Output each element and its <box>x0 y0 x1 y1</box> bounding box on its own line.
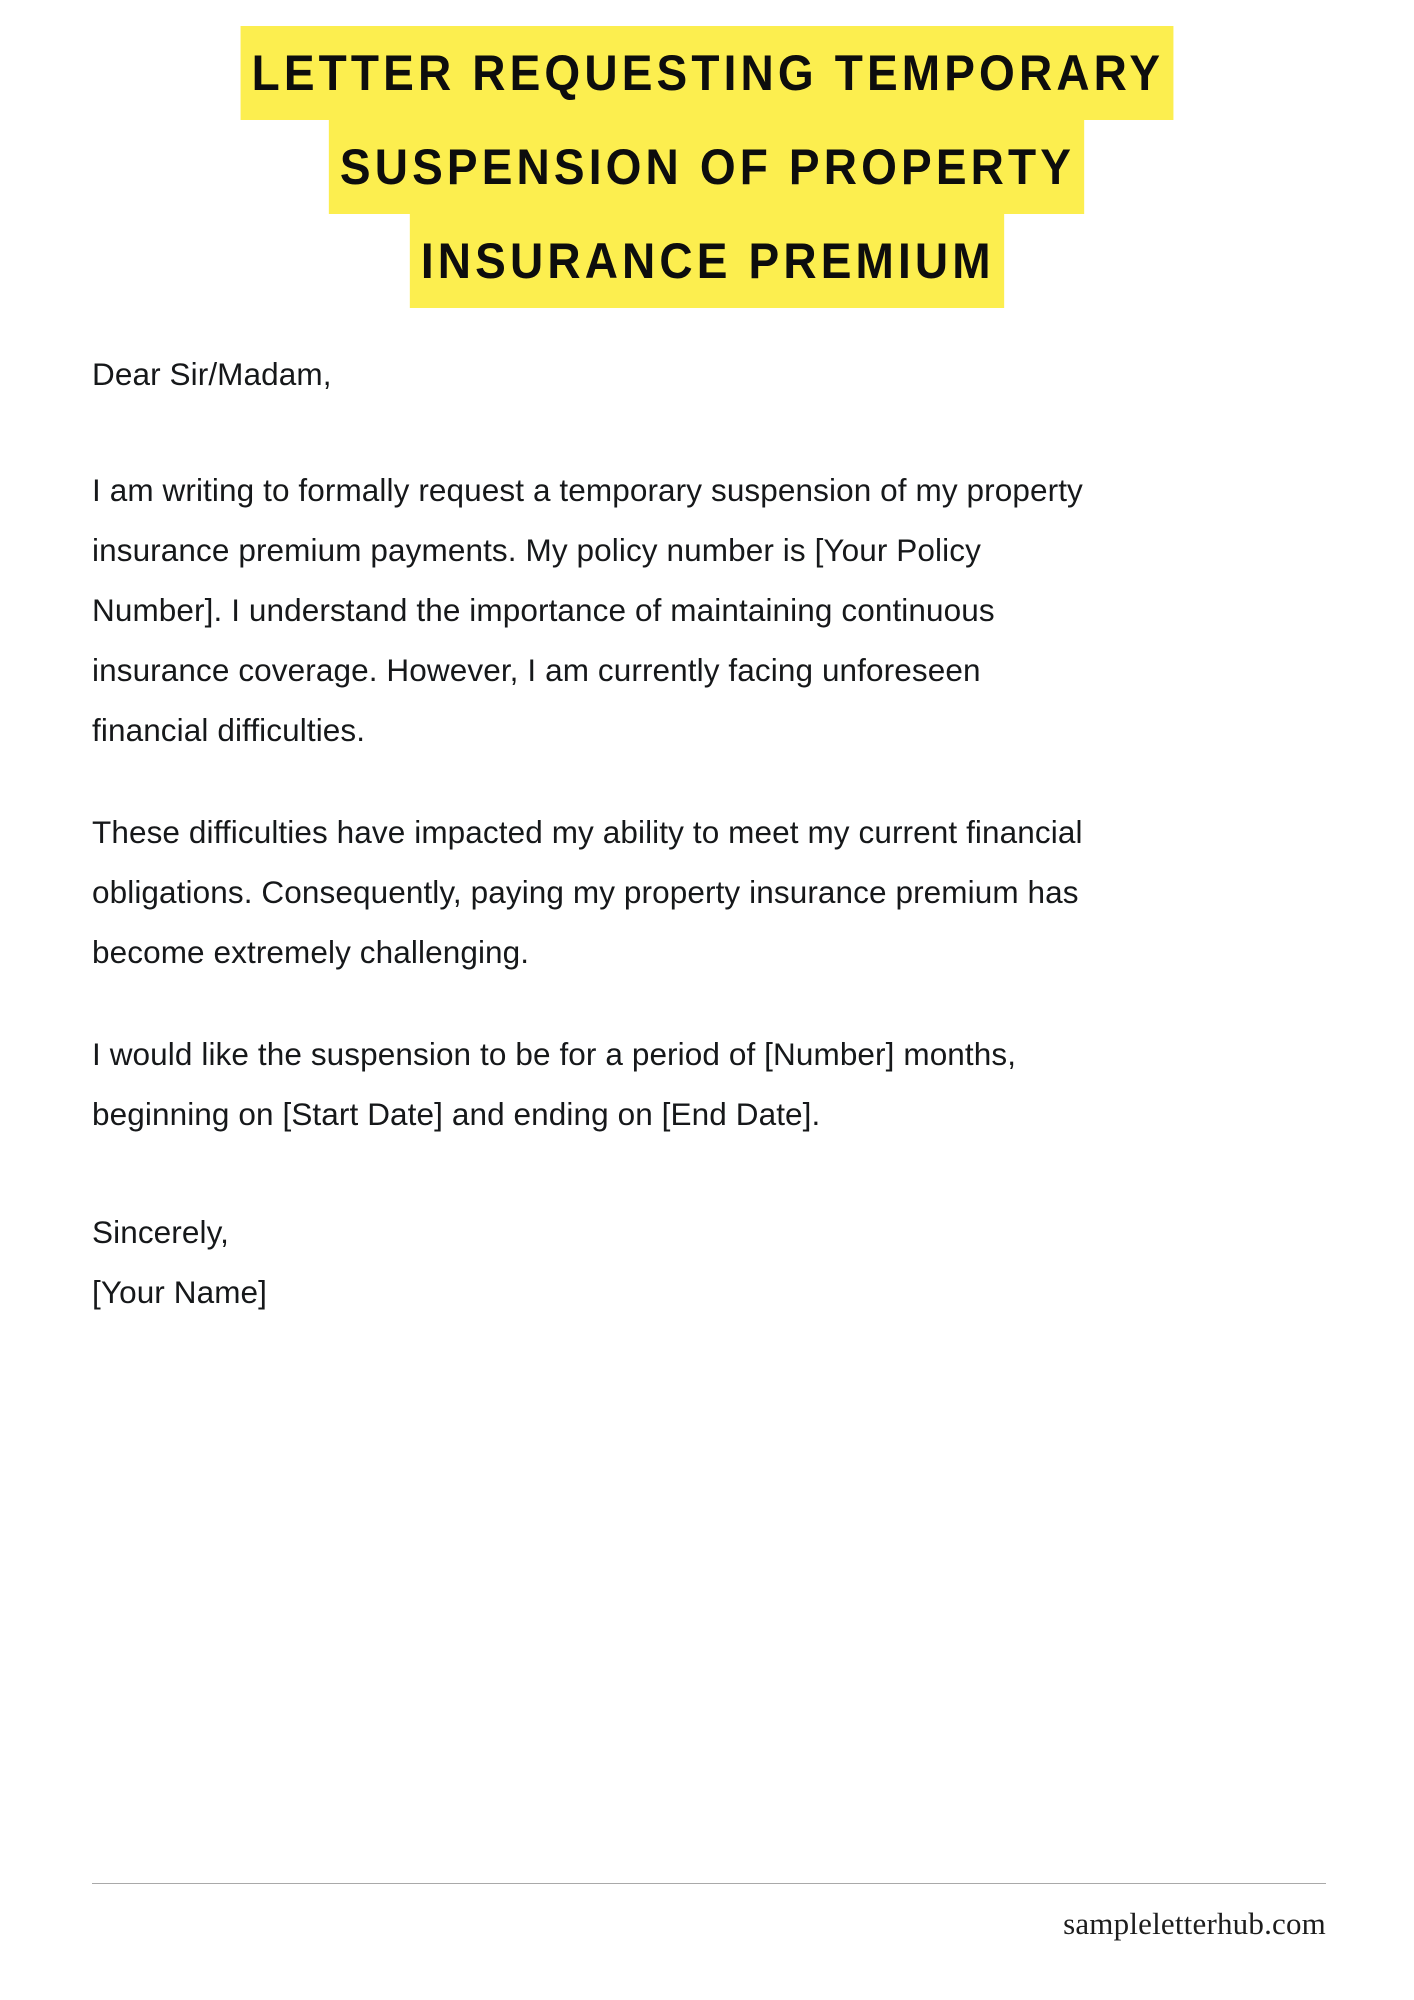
title-line-3: INSURANCE PREMIUM <box>410 214 1004 308</box>
body-paragraph-2: These difficulties have impacted my ability to meet my current financial obligations. Consequently, paying my property insurance premium has become extremely challenging. <box>92 814 1083 970</box>
page-footer <box>92 1883 1326 1942</box>
body-paragraph-3: I would like the suspension to be for a period of [Number] months, beginning on [Start Date] and ending on [End Date]. <box>92 1036 1017 1132</box>
title-line-1-wrap <box>60 26 1354 120</box>
body-paragraph-1: I am writing to formally request a temporary suspension of my property insurance premium payments. My policy number is [Your Policy Number]. I understand the importance of maintaining continuous insurance coverage. However, I am currently facing unforeseen financial difficulties. <box>92 472 1083 748</box>
title-line-2-wrap <box>60 120 1354 214</box>
document-title <box>0 0 1414 308</box>
signature-name: [Your Name] <box>92 1274 268 1310</box>
footer-divider <box>92 1883 1326 1884</box>
title-line-1: LETTER REQUESTING TEMPORARY <box>241 26 1174 120</box>
signature-block <box>92 1202 1326 1322</box>
letter-body <box>0 344 1414 1322</box>
footer-website-url: sampleletterhub.com <box>1063 1906 1326 1941</box>
title-line-3-wrap <box>60 214 1354 308</box>
title-line-2: SUSPENSION OF PROPERTY <box>329 120 1084 214</box>
salutation-line: Dear Sir/Madam, <box>92 356 332 392</box>
closing-line: Sincerely, <box>92 1214 229 1250</box>
